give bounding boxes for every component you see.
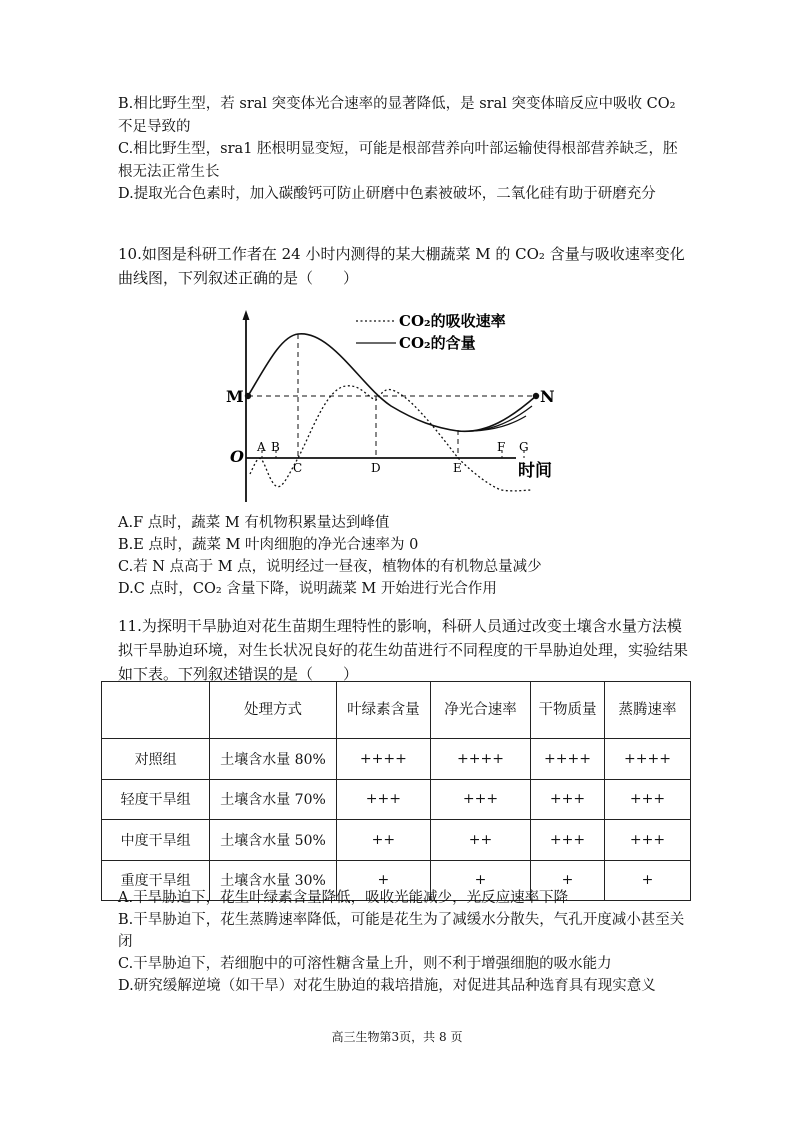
label-e: E — [453, 461, 462, 475]
label-d: D — [371, 461, 381, 475]
table-row — [102, 739, 691, 780]
table-header-cell: 蒸腾速率 — [604, 682, 690, 739]
option-c-prev: C.相比野生型，sra1 胚根明显变短，可能是根部营养向叶部运输使得根部营养缺乏，胚根无法正常生长 — [118, 141, 678, 180]
table-cell: 土壤含水量 50% — [210, 820, 337, 861]
table-cell: ++ — [430, 820, 530, 861]
label-n: N — [540, 387, 555, 406]
table-cell: ++++ — [430, 739, 530, 780]
table-cell: 对照组 — [102, 739, 210, 780]
point-n — [533, 393, 539, 399]
table-cell: +++ — [430, 779, 530, 820]
table-header-cell: 净光合速率 — [430, 682, 530, 739]
label-o: O — [230, 447, 244, 466]
table-cell: +++ — [604, 820, 690, 861]
table-header-cell — [102, 682, 210, 739]
table-row — [102, 779, 691, 820]
table-cell: 土壤含水量 70% — [210, 779, 337, 820]
point-m — [245, 393, 251, 399]
legend-dotted-label: CO₂的吸收速率 — [399, 312, 506, 330]
table-cell: + — [604, 860, 690, 901]
x-axis-label: 时间 — [518, 461, 552, 481]
co2-curve-figure — [226, 306, 556, 504]
q10-option-b: B.E 点时，蔬菜 M 叶肉细胞的净光合速率为 0 — [118, 537, 419, 553]
option-d-prev: D.提取光合色素时，加入碳酸钙可防止研磨中色素被破坏，二氧化硅有助于研磨充分 — [118, 186, 656, 202]
q11-option-b: B.干旱胁迫下，花生蒸腾速率降低，可能是花生为了减缓水分散失，气孔开度减小甚至关闭 — [118, 912, 685, 950]
table-cell: 重度干旱组 — [102, 860, 210, 901]
table-cell: +++ — [531, 779, 605, 820]
table-cell: +++ — [336, 779, 430, 820]
page-footer: 高三生物第3页，共 8 页 — [331, 1030, 463, 1044]
co2-absorption-curve — [250, 386, 532, 491]
table-cell: + — [430, 860, 530, 901]
table-cell: ++++ — [531, 739, 605, 780]
label-m: M — [226, 387, 244, 406]
table-cell: 中度干旱组 — [102, 820, 210, 861]
table-cell: + — [336, 860, 430, 901]
label-c: C — [293, 461, 303, 475]
option-b-prev: B.相比野生型，若 sral 突变体光合速率的显著降低，是 sral 突变体暗反应中吸收 CO₂ 不足导致的 — [118, 96, 676, 135]
q11-option-d: D.研究缓解逆境（如干旱）对花生胁迫的栽培措施，对促进其品种选育具有现实意义 — [118, 978, 656, 994]
table-header-cell: 叶绿素含量 — [336, 682, 430, 739]
table-cell: 轻度干旱组 — [102, 779, 210, 820]
table-cell: ++++ — [336, 739, 430, 780]
table-cell: 土壤含水量 30% — [210, 860, 337, 901]
legend-solid-label: CO₂的含量 — [399, 334, 476, 352]
table-header-row — [102, 682, 691, 739]
table-cell: + — [531, 860, 605, 901]
table-cell: +++ — [531, 820, 605, 861]
q11-option-c: C.干旱胁迫下，若细胞中的可溶性糖含量上升，则不利于增强细胞的吸水能力 — [118, 956, 612, 972]
table-cell: 土壤含水量 80% — [210, 739, 337, 780]
label-b: B — [271, 440, 280, 454]
table-header-cell: 干物质量 — [531, 682, 605, 739]
q10-option-c: C.若 N 点高于 M 点，说明经过一昼夜，植物体的有机物总量减少 — [118, 559, 542, 575]
y-axis-arrow — [243, 310, 250, 320]
co2-content-curve — [248, 334, 536, 432]
co2-content-curve-branch-2 — [458, 416, 526, 431]
table-cell: ++++ — [604, 739, 690, 780]
drought-results-table — [101, 681, 691, 901]
q10-option-d: D.C 点时，CO₂ 含量下降，说明蔬菜 M 开始进行光合作用 — [118, 581, 497, 597]
label-a: A — [257, 440, 266, 454]
q11-option-a: A.干旱胁迫下，花生叶绿素含量降低，吸收光能减少，光反应速率下降 — [118, 890, 569, 906]
table-cell: ++ — [336, 820, 430, 861]
label-g: G — [519, 440, 529, 454]
question-10-stem: 10.如图是科研工作者在 24 小时内测得的某大棚蔬菜 M 的 CO₂ 含量与吸收速率变化曲线图，下列叙述正确的是（ ） — [118, 245, 685, 287]
question-11-stem: 11.为探明干旱胁迫对花生苗期生理特性的影响，科研人员通过改变土壤含水量方法模拟干旱胁迫环境，对生长状况良好的花生幼苗进行不同程度的干旱胁迫处理，实验结果如下表。下列叙述错误的是（ ） — [118, 617, 689, 683]
table-cell: +++ — [604, 779, 690, 820]
table-row — [102, 820, 691, 861]
label-f: F — [497, 440, 506, 454]
table-header-cell: 处理方式 — [210, 682, 337, 739]
q10-option-a: A.F 点时，蔬菜 M 有机物积累量达到峰值 — [118, 515, 390, 531]
